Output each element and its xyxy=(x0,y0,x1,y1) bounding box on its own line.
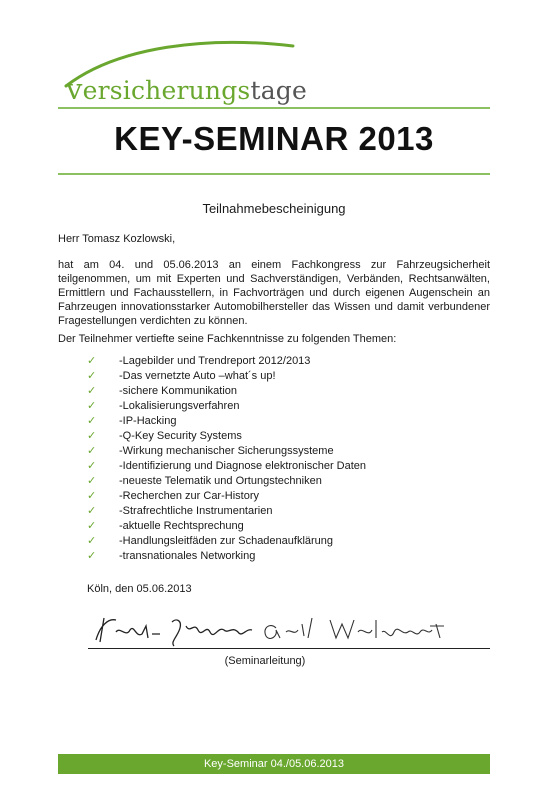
topic-label: -Lagebilder und Trendreport 2012/2013 xyxy=(119,355,311,367)
topic-label: -IP-Hacking xyxy=(119,415,177,427)
topic-item xyxy=(87,383,366,398)
topic-item xyxy=(87,398,366,413)
topic-item xyxy=(87,443,366,458)
checkmark-icon: ✓ xyxy=(87,354,97,367)
certificate-subtitle: Teilnahmebescheinigung xyxy=(202,201,346,216)
versicherungstage-logo xyxy=(58,34,308,109)
topic-item xyxy=(87,503,366,518)
topic-label: -transnationales Networking xyxy=(119,550,256,562)
checkmark-icon: ✓ xyxy=(87,369,97,382)
topic-label: -Wirkung mechanischer Sicherungssysteme xyxy=(119,445,334,457)
checkmark-icon: ✓ xyxy=(87,384,97,397)
checkmark-icon: ✓ xyxy=(87,489,97,502)
topic-label: -sichere Kommunikation xyxy=(119,385,237,397)
signature-line xyxy=(88,648,490,649)
topic-item xyxy=(87,428,366,443)
topic-item xyxy=(87,473,366,488)
topic-item xyxy=(87,488,366,503)
topic-label: -Das vernetzte Auto –what´s up! xyxy=(119,370,276,382)
checkmark-icon: ✓ xyxy=(87,474,97,487)
topic-item xyxy=(87,458,366,473)
topic-item xyxy=(87,368,366,383)
topic-label: -Handlungsleitfäden zur Schadenaufklärung xyxy=(119,535,334,547)
checkmark-icon: ✓ xyxy=(87,519,97,532)
checkmark-icon: ✓ xyxy=(87,549,97,562)
title-divider xyxy=(58,173,490,175)
signature-label: (Seminarleitung) xyxy=(224,655,306,667)
topics-list xyxy=(87,353,366,563)
topic-label: -Recherchen zur Car-History xyxy=(119,490,259,502)
checkmark-icon: ✓ xyxy=(87,444,97,457)
topic-item xyxy=(87,548,366,563)
checkmark-icon: ✓ xyxy=(87,459,97,472)
topic-label: -Lokalisierungsverfahren xyxy=(119,400,240,412)
topic-label: -Identifizierung und Diagnose elektronischer Daten xyxy=(119,460,367,472)
logo-wordmark: versicherungstage xyxy=(66,72,308,106)
topic-label: -Strafrechtliche Instrumentarien xyxy=(119,505,273,517)
topic-item xyxy=(87,353,366,368)
checkmark-icon: ✓ xyxy=(87,399,97,412)
top-divider xyxy=(58,107,490,109)
topic-item xyxy=(87,413,366,428)
body-paragraph: hat am 04. und 05.06.2013 an einem Fachkongress zur Fahrzeugsicherheit teilgenommen, um mit Experten und Sachverständigen, Verbänden, Rechtsanwälten, Ermittlern und Fachausstellern, in Fachvorträgen und durch eigenen Augenschein an Fahrzeugen innovationsstarker Automobilhersteller das Wissen und damit verbundener Fragestellungen verdichten zu können. xyxy=(58,259,490,327)
handwritten-signatures xyxy=(90,612,490,648)
topic-label: -aktuelle Rechtsprechung xyxy=(119,520,244,532)
footer-band: Key-Seminar 04./05.06.2013 xyxy=(58,754,490,774)
checkmark-icon: ✓ xyxy=(87,429,97,442)
topics-intro: Der Teilnehmer vertiefte seine Fachkenntnisse zu folgenden Themen: xyxy=(58,333,397,345)
topic-item xyxy=(87,533,366,548)
checkmark-icon: ✓ xyxy=(87,504,97,517)
topic-label: -neueste Telematik und Ortungstechniken xyxy=(119,475,322,487)
topic-label: -Q-Key Security Systems xyxy=(119,430,242,442)
place-date: Köln, den 05.06.2013 xyxy=(87,583,192,595)
salutation: Herr Tomasz Kozlowski, xyxy=(58,233,176,245)
topic-item xyxy=(87,518,366,533)
checkmark-icon: ✓ xyxy=(87,534,97,547)
checkmark-icon: ✓ xyxy=(87,414,97,427)
page-title: KEY-SEMINAR 2013 xyxy=(114,120,434,157)
